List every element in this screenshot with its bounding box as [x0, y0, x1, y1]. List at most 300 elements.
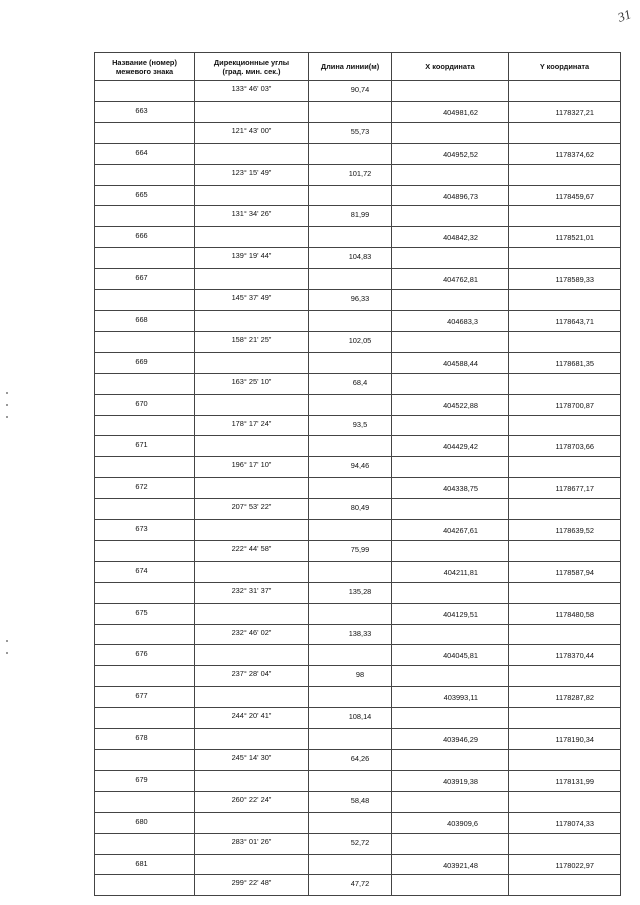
cell-length [309, 603, 392, 624]
header-angle-label: Дирекционные углы (град. мин. сек.) [213, 57, 290, 76]
cell-y [509, 185, 621, 206]
cell-length-value: 52,72 [350, 837, 370, 847]
cell-length [309, 310, 392, 331]
cell-y-value: 1178677,17 [555, 484, 594, 494]
cell-angle-value: 260° 22' 24" [231, 794, 272, 804]
header-x [392, 53, 509, 81]
cell-angle [195, 290, 309, 311]
header-y [509, 53, 621, 81]
cell-name-value [95, 834, 194, 838]
cell-x-value [392, 666, 508, 672]
cell-length [309, 770, 392, 791]
cell-name-value [95, 708, 194, 712]
cell-y [509, 394, 621, 415]
cell-name-value [95, 499, 194, 503]
cell-x [392, 770, 509, 791]
cell-length-value [309, 771, 391, 775]
cell-length [309, 791, 392, 812]
cell-x [392, 708, 509, 729]
cell-length-value [309, 478, 391, 482]
cell-y-value: 1178074,33 [555, 818, 594, 828]
cell-angle-value [195, 729, 308, 732]
cell-name-value: 677 [135, 691, 148, 701]
cell-name-value [95, 416, 194, 420]
table-row [95, 770, 621, 791]
header-y-label: Y координата [539, 62, 590, 71]
cell-length [309, 164, 392, 185]
cell-angle-value [195, 520, 308, 523]
cell-y-value: 1178459,67 [555, 191, 594, 201]
cell-angle-value: 121° 43' 00" [231, 125, 272, 135]
table-row [95, 708, 621, 729]
cell-x [392, 81, 509, 102]
cell-length-value [309, 227, 391, 231]
table-row [95, 854, 621, 875]
cell-y-value [509, 457, 620, 463]
cell-name-value [95, 666, 194, 670]
cell-y [509, 645, 621, 666]
cell-y [509, 227, 621, 248]
cell-y-value [509, 374, 620, 380]
cell-y [509, 750, 621, 771]
cell-y-value [509, 625, 620, 631]
cell-name-value [95, 875, 194, 879]
cell-x [392, 540, 509, 561]
cell-x-value [392, 165, 508, 171]
cell-angle [195, 520, 309, 541]
cell-name [95, 143, 195, 164]
table-row [95, 624, 621, 645]
cell-y [509, 666, 621, 687]
cell-length-value: 90,74 [350, 85, 370, 94]
cell-name [95, 854, 195, 875]
cell-name-value [95, 81, 194, 85]
cell-name-value: 680 [135, 816, 148, 826]
table-row [95, 81, 621, 102]
cell-y [509, 415, 621, 436]
cell-y [509, 729, 621, 750]
cell-length-value: 104,83 [348, 252, 372, 262]
cell-y-value: 1178700,87 [555, 400, 594, 410]
cell-angle [195, 310, 309, 331]
cell-x [392, 457, 509, 478]
cell-angle-value [195, 771, 308, 774]
cell-x [392, 624, 509, 645]
table-row [95, 645, 621, 666]
cell-length-value [309, 311, 391, 315]
cell-name [95, 101, 195, 122]
cell-length-value [309, 687, 391, 691]
cell-angle [195, 540, 309, 561]
cell-x [392, 143, 509, 164]
cell-x-value: 404683,3 [447, 316, 478, 326]
table-row [95, 729, 621, 750]
cell-length [309, 269, 392, 290]
cell-y-value [509, 206, 620, 212]
cell-y-value [509, 332, 620, 338]
cell-y-value [509, 875, 620, 881]
cell-x [392, 206, 509, 227]
table-row [95, 750, 621, 771]
cell-length-value: 98 [355, 670, 365, 680]
table-row [95, 457, 621, 478]
cell-length-value [309, 186, 391, 190]
cell-name [95, 164, 195, 185]
cell-length [309, 750, 392, 771]
cell-name [95, 457, 195, 478]
cell-angle [195, 143, 309, 164]
cell-angle-value [195, 353, 308, 356]
cell-angle-value: 131° 34' 26" [231, 209, 272, 219]
cell-name [95, 206, 195, 227]
table-header-row [95, 53, 621, 81]
scan-artifact [6, 640, 8, 642]
cell-angle-value: 283° 01' 26" [231, 836, 272, 846]
cell-name-value: 676 [135, 649, 148, 659]
cell-y [509, 520, 621, 541]
cell-y [509, 478, 621, 499]
cell-angle-value [195, 227, 308, 230]
cell-y-value: 1178374,62 [555, 149, 594, 159]
cell-length [309, 248, 392, 269]
cell-x-value [392, 248, 508, 254]
cell-x-value: 403919,38 [443, 776, 478, 786]
cell-y-value [509, 165, 620, 171]
cell-angle-value [195, 269, 308, 272]
cell-x-value [392, 457, 508, 463]
table-row [95, 791, 621, 812]
cell-angle [195, 854, 309, 875]
table-row [95, 310, 621, 331]
cell-length-value: 64,26 [350, 754, 370, 763]
cell-name-value: 674 [135, 565, 148, 575]
cell-name-value: 672 [135, 482, 148, 492]
cell-angle [195, 227, 309, 248]
cell-length [309, 561, 392, 582]
cell-x-value [392, 583, 508, 589]
cell-length-value: 108,14 [348, 712, 372, 722]
cell-y-value: 1178639,52 [555, 526, 594, 536]
cell-y [509, 101, 621, 122]
cell-x-value [392, 416, 508, 422]
cell-x [392, 812, 509, 833]
cell-name [95, 666, 195, 687]
table-row [95, 206, 621, 227]
cell-y [509, 331, 621, 352]
cell-angle [195, 436, 309, 457]
cell-x-value [392, 625, 508, 631]
cell-length-value [309, 604, 391, 608]
cell-y [509, 791, 621, 812]
cell-angle-value: 145° 37' 49" [231, 293, 272, 303]
cell-length [309, 645, 392, 666]
cell-x-value: 404267,61 [443, 526, 478, 536]
cell-length-value [309, 645, 391, 649]
cell-x [392, 666, 509, 687]
cell-name [95, 269, 195, 290]
table-row [95, 540, 621, 561]
cell-x-value: 404211,81 [443, 567, 478, 577]
table-row [95, 143, 621, 164]
cell-y [509, 812, 621, 833]
cell-angle [195, 582, 309, 603]
cell-name-value: 666 [135, 231, 148, 241]
cell-x [392, 290, 509, 311]
table-row [95, 227, 621, 248]
cell-y [509, 499, 621, 520]
cell-name [95, 540, 195, 561]
cell-name [95, 582, 195, 603]
cell-length-value [309, 395, 391, 399]
cell-angle [195, 561, 309, 582]
table-row [95, 875, 621, 896]
table-row [95, 478, 621, 499]
cell-angle-value: 237° 28' 04" [231, 669, 272, 679]
cell-length-value [309, 353, 391, 357]
cell-name [95, 227, 195, 248]
cell-y-value: 1178480,58 [555, 609, 594, 619]
cell-y-value: 1178370,44 [555, 651, 594, 661]
cell-x-value [392, 708, 508, 714]
cell-y [509, 164, 621, 185]
cell-x [392, 122, 509, 143]
cell-name [95, 436, 195, 457]
table-row [95, 833, 621, 854]
cell-angle [195, 352, 309, 373]
cell-x [392, 687, 509, 708]
cell-angle [195, 269, 309, 290]
cell-x-value [392, 206, 508, 212]
cell-name-value [95, 206, 194, 210]
cell-angle [195, 729, 309, 750]
table-row [95, 122, 621, 143]
cell-y [509, 687, 621, 708]
cell-y [509, 561, 621, 582]
cell-angle-value: 139° 19' 44" [231, 251, 272, 261]
cell-angle-value: 123° 15' 49" [231, 167, 272, 177]
cell-angle [195, 708, 309, 729]
cell-x [392, 478, 509, 499]
cell-name-value [95, 541, 194, 545]
cell-y-value: 1178131,99 [555, 776, 594, 786]
cell-angle [195, 791, 309, 812]
table-row [95, 248, 621, 269]
cell-name-value [95, 792, 194, 796]
table-row [95, 290, 621, 311]
cell-y-value: 1178587,94 [555, 567, 594, 577]
cell-length-value: 101,72 [348, 168, 372, 178]
table-row [95, 812, 621, 833]
cell-length [309, 227, 392, 248]
cell-length-value [309, 102, 391, 106]
cell-angle [195, 812, 309, 833]
cell-angle [195, 248, 309, 269]
table-row [95, 603, 621, 624]
cell-length [309, 729, 392, 750]
cell-length [309, 833, 392, 854]
cell-name [95, 415, 195, 436]
cell-length-value [309, 144, 391, 148]
cell-y-value [509, 583, 620, 589]
table-row [95, 269, 621, 290]
cell-name [95, 750, 195, 771]
cell-y [509, 875, 621, 896]
cell-length [309, 206, 392, 227]
cell-y [509, 352, 621, 373]
cell-angle-value [195, 311, 308, 314]
cell-angle-value [195, 102, 308, 105]
cell-x [392, 101, 509, 122]
cell-length-value [309, 855, 391, 859]
cell-y-value: 1178022,97 [555, 860, 594, 870]
cell-length-value: 55,73 [350, 126, 370, 136]
page-number-mark: 31 [615, 6, 634, 25]
cell-name-value: 671 [135, 440, 148, 450]
cell-length-value [309, 729, 391, 733]
cell-name [95, 770, 195, 791]
cell-name [95, 687, 195, 708]
cell-length [309, 666, 392, 687]
cell-y-value: 1178681,35 [555, 358, 594, 368]
cell-y-value [509, 416, 620, 422]
cell-angle [195, 645, 309, 666]
cell-x [392, 227, 509, 248]
cell-length-value [309, 436, 391, 440]
cell-angle-value: 232° 46' 02" [231, 627, 272, 637]
cell-length-value: 81,99 [350, 210, 370, 220]
cell-x-value [392, 123, 508, 129]
header-name [95, 53, 195, 81]
cell-name [95, 394, 195, 415]
cell-length [309, 875, 392, 896]
cell-name-value: 681 [135, 858, 148, 868]
cell-x [392, 499, 509, 520]
cell-x-value [392, 875, 508, 881]
cell-angle [195, 875, 309, 896]
cell-length [309, 687, 392, 708]
cell-y-value [509, 123, 620, 129]
cell-name [95, 624, 195, 645]
cell-y [509, 310, 621, 331]
table-row [95, 582, 621, 603]
cell-name-value: 678 [135, 733, 148, 743]
cell-angle [195, 603, 309, 624]
cell-angle-value [195, 562, 308, 565]
cell-x [392, 875, 509, 896]
cell-length-value [309, 269, 391, 273]
header-x-label: X координата [425, 62, 475, 71]
table-row [95, 101, 621, 122]
cell-name [95, 833, 195, 854]
cell-angle-value: 299° 22' 48" [231, 878, 272, 888]
cell-y-value: 1178521,01 [555, 233, 594, 243]
cell-length-value: 135,28 [348, 586, 372, 596]
cell-name [95, 81, 195, 102]
cell-x [392, 269, 509, 290]
cell-length-value: 58,48 [350, 795, 370, 805]
cell-name [95, 185, 195, 206]
cell-name-value [95, 583, 194, 587]
cell-x [392, 854, 509, 875]
cell-y [509, 373, 621, 394]
cell-x-value: 403921,48 [443, 860, 478, 870]
cell-length-value [309, 813, 391, 817]
cell-x-value [392, 499, 508, 505]
cell-x [392, 248, 509, 269]
cell-length-value: 96,33 [350, 294, 370, 304]
cell-x-value [392, 792, 508, 798]
cell-x [392, 436, 509, 457]
boundary-coordinates-table [94, 52, 621, 896]
cell-x [392, 164, 509, 185]
cell-angle-value: 196° 17' 10" [231, 460, 272, 470]
cell-length [309, 415, 392, 436]
cell-x [392, 520, 509, 541]
cell-x-value [392, 332, 508, 338]
cell-name-value: 665 [135, 189, 148, 199]
cell-y [509, 708, 621, 729]
cell-angle-value [195, 855, 308, 858]
scan-artifact [6, 652, 8, 654]
cell-y-value [509, 81, 620, 87]
cell-length-value: 75,99 [350, 544, 370, 554]
cell-name [95, 729, 195, 750]
cell-name [95, 645, 195, 666]
cell-length [309, 290, 392, 311]
cell-angle [195, 206, 309, 227]
cell-x-value: 404338,75 [443, 484, 478, 494]
cell-y-value [509, 248, 620, 254]
cell-y [509, 81, 621, 102]
cell-x [392, 331, 509, 352]
cell-x-value: 404952,52 [443, 149, 478, 159]
table-row [95, 352, 621, 373]
cell-y [509, 770, 621, 791]
cell-name [95, 290, 195, 311]
cell-name [95, 603, 195, 624]
table-row [95, 561, 621, 582]
cell-name-value [95, 332, 194, 336]
cell-y [509, 540, 621, 561]
cell-length-value [309, 520, 391, 524]
cell-name-value [95, 290, 194, 294]
cell-length [309, 436, 392, 457]
cell-angle [195, 373, 309, 394]
cell-y-value [509, 708, 620, 714]
cell-y [509, 269, 621, 290]
cell-angle [195, 750, 309, 771]
cell-length [309, 582, 392, 603]
cell-angle-value [195, 645, 308, 648]
cell-name-value: 669 [135, 356, 148, 366]
cell-length-value: 102,05 [348, 335, 372, 345]
cell-length [309, 540, 392, 561]
cell-x-value: 404429,42 [443, 442, 478, 452]
cell-name-value: 664 [135, 147, 148, 157]
cell-name [95, 310, 195, 331]
cell-x-value [392, 834, 508, 840]
cell-x-value [392, 750, 508, 756]
cell-name [95, 331, 195, 352]
cell-angle-value: 158° 21' 25" [231, 334, 272, 344]
cell-x-value: 404762,81 [443, 275, 478, 285]
cell-angle-value: 232° 31' 37" [231, 585, 272, 595]
cell-length [309, 185, 392, 206]
table-row [95, 164, 621, 185]
cell-length [309, 457, 392, 478]
cell-name-value: 670 [135, 398, 148, 408]
scan-artifact [6, 416, 8, 418]
